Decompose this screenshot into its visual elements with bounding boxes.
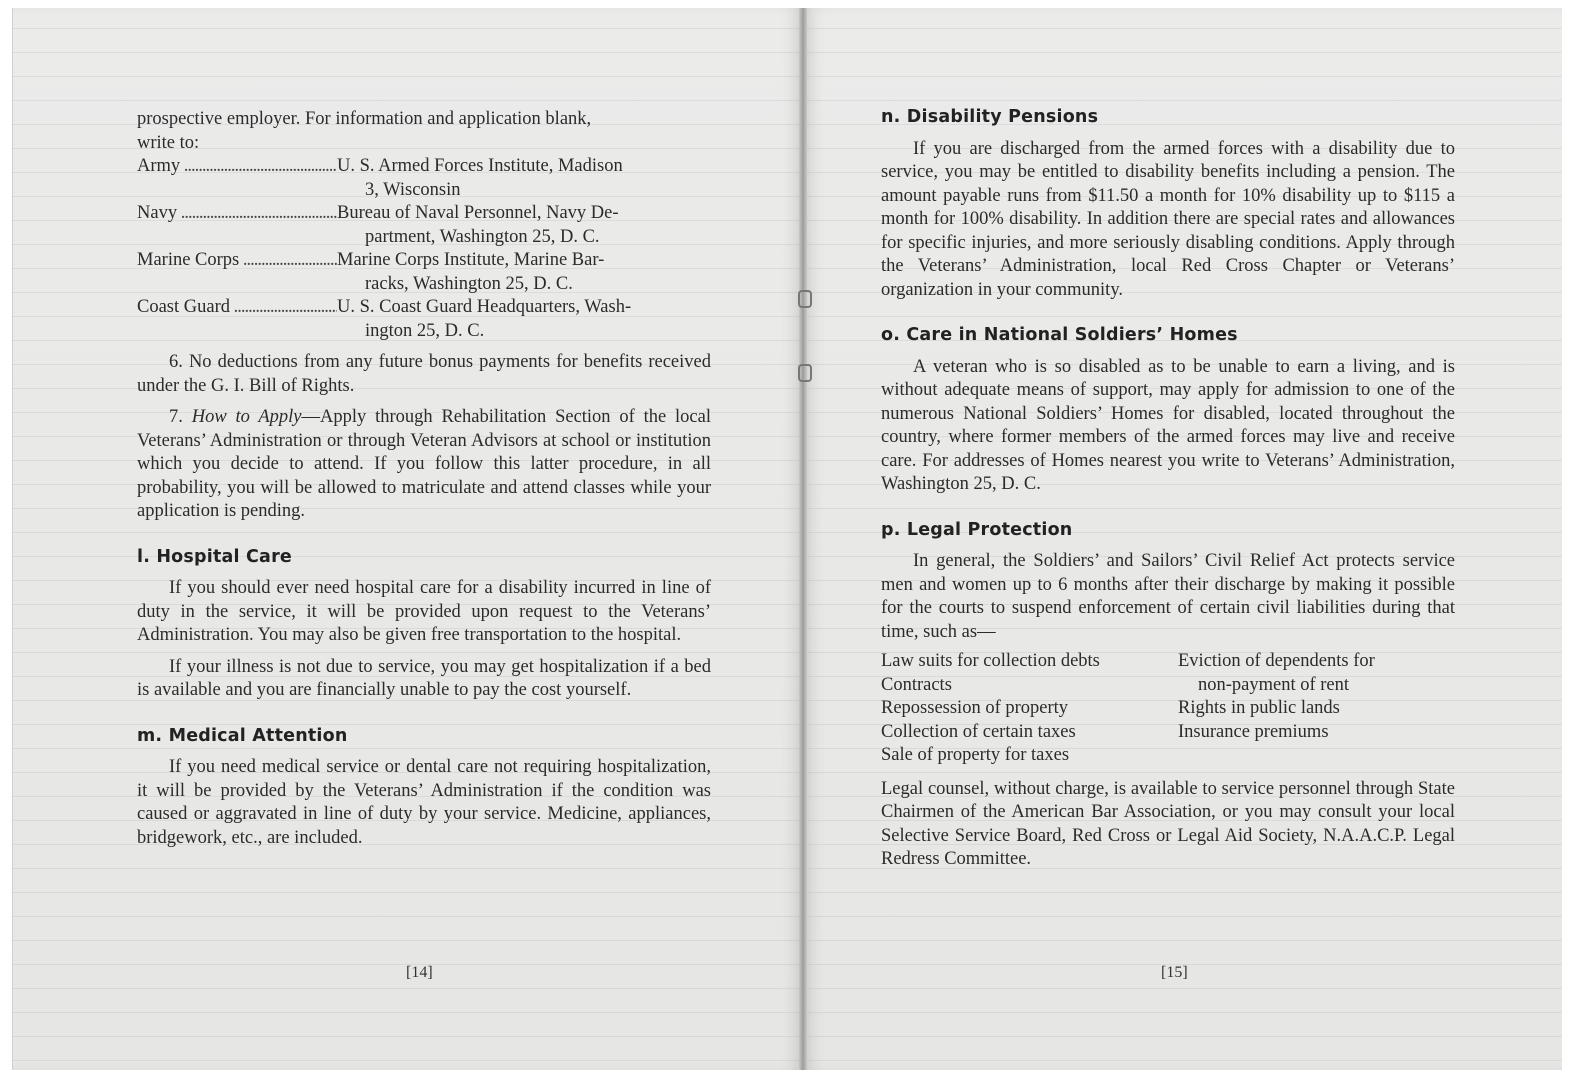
left-page (13, 8, 803, 1070)
booklet-spread (12, 8, 1562, 1070)
address-line-cont: racks, Washington 25, D. C. (365, 273, 573, 294)
address-label: Navy ..... (137, 202, 337, 249)
address-line-cont: ington 25, D. C. (365, 320, 485, 341)
list-item: Repossession of property (881, 698, 1069, 718)
address-value (337, 155, 711, 202)
list-item: Contracts (881, 674, 952, 695)
paragraph: In general, the Soldiers’ and Sailors’ Civil Relief Act protects service men and women up to 6 months after their discharge by making it possible for the courts to suspend enforcement of certain civil liabilities during that time, such as— (881, 551, 1455, 642)
section-heading-disability-pensions: n. Disability Pensions (881, 107, 1099, 127)
address-line: Marine Corps Institute, Marine Bar- (337, 250, 605, 270)
right-page-content (881, 106, 1455, 880)
address-line: Bureau of Naval Personnel, Navy De- (337, 203, 619, 223)
section-heading-hospital-care: l. Hospital Care (137, 546, 292, 567)
page-number: [15] (1161, 964, 1188, 981)
list-item: Collection of certain taxes (881, 721, 1076, 742)
page-number: [14] (406, 964, 433, 981)
address-value (337, 249, 711, 296)
paragraph-7-number: 7. (169, 407, 192, 427)
address-line-cont: 3, Wisconsin (365, 179, 461, 200)
intro-line: write to: (137, 132, 200, 153)
address-label: Marine Corps ..... (137, 249, 337, 296)
list-item-empty (1178, 744, 1455, 768)
paragraph: If you should ever need hospital care for a disability incurred in line of duty in the service, it will be provided upon request to the Veterans’ Administration. You may also be given free transportation to the hospital. (137, 578, 711, 645)
paragraph: A veteran who is so disabled as to be unable to earn a living, and is without adequate means of support, may apply for admission to one of the numerous National Soldiers’ Homes for disabled, located throughout the country, where former members of the armed forces may live and receive care. For addresses of Homes nearest you write to Veterans’ Administration, Washington 25, D. C. (881, 356, 1455, 494)
address-label: Army ..... (137, 155, 337, 202)
list-item: Sale of property for taxes (881, 745, 1070, 765)
address-label: Coast Guard ..... (137, 296, 337, 343)
section-heading-legal-protection: p. Legal Protection (881, 519, 1073, 540)
list-item: Eviction of dependents for (1178, 651, 1375, 671)
paragraph-7-heading: How to Apply (191, 407, 302, 427)
staple (798, 364, 812, 382)
paragraph-6: 6. No deductions from any future bonus payments for benefits received under the G. I. Bill of Rights. (137, 352, 711, 396)
right-page (803, 8, 1562, 1070)
list-item: Rights in public lands (1178, 698, 1340, 718)
paragraph-7-text: —Apply through Rehabilitation Section of the local Veterans’ Administration or through Veteran Advisors at school or institution which you decide to attend. If you follow this latter procedure, in all probability, you will be allowed to matriculate and attend classes while your application is pending. (137, 407, 711, 521)
liabilities-list (881, 650, 1455, 768)
address-value (337, 296, 711, 343)
list-item: Insurance premiums (1178, 721, 1329, 742)
binding-gutter (799, 8, 807, 1070)
list-item: Law suits for collection debts (881, 651, 1100, 671)
paragraph-7 (137, 406, 711, 524)
paragraph: If your illness is not due to service, you may get hospitalization if a bed is available and you are financially unable to pay the cost yourself. (137, 656, 711, 700)
address-list (137, 155, 711, 343)
section-heading-medical-attention: m. Medical Attention (137, 725, 348, 746)
address-line: U. S. Armed Forces Institute, Madison (337, 156, 623, 176)
left-page-content (137, 108, 711, 858)
paragraph: If you need medical service or dental care not requiring hospitalization, it will be provided by the Veterans’ Administration if the condition was caused or aggravated in line of duty by your service. Medicine, appliances, bridgework, etc., are included. (137, 757, 711, 848)
address-value (337, 202, 711, 249)
staple (798, 290, 812, 308)
intro-line: prospective employer. For information and application blank, (137, 109, 592, 129)
list-item: non-payment of rent (1198, 674, 1350, 695)
paragraph: If you are discharged from the armed forces with a disability due to service, you may be entitled to disability benefits including a pension. The amount payable runs from $11.50 a month for 10% disability up to $115 a month for 100% disability. In addition there are special rates and allowances for specific injuries, and more seriously disabling conditions. Apply through the Veterans’ Administration, local Red Cross Chapter or Veterans’ organization in your community. (881, 138, 1455, 300)
section-heading-soldiers-homes: o. Care in National Soldiers’ Homes (881, 325, 1238, 345)
address-line: U. S. Coast Guard Headquarters, Wash- (337, 297, 632, 317)
address-line-cont: partment, Washington 25, D. C. (365, 226, 600, 247)
paragraph: Legal counsel, without charge, is available to service personnel through State Chairmen of the American Bar Association, or you may consult your local Selective Service Board, Red Cross or Legal Aid Society, N.A.A.C.P. Legal Redress Committee. (881, 778, 1455, 869)
